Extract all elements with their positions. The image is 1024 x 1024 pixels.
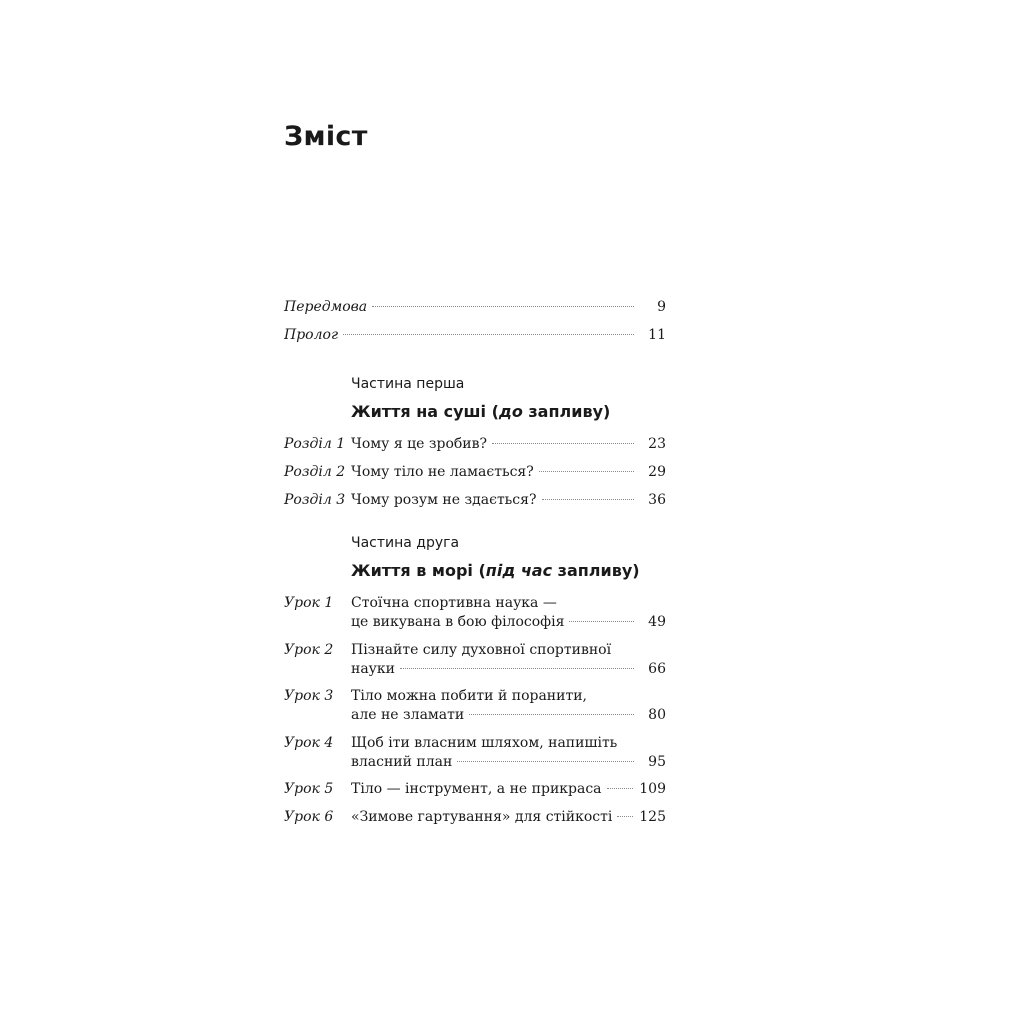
page-number: 29 bbox=[648, 464, 666, 480]
table-of-contents bbox=[284, 298, 666, 836]
entry-title: «Зимове гартування» для стійкості bbox=[351, 809, 613, 825]
entry-title-line: це викувана в бою філософія bbox=[351, 614, 565, 630]
entry-title: Чому я це зробив? bbox=[351, 436, 488, 452]
part-title: Життя на суші (до запливу) bbox=[351, 402, 611, 421]
toc-entry-chapter-3[interactable] bbox=[284, 491, 666, 519]
entry-label: Урок 3 bbox=[284, 688, 334, 704]
dot-leader bbox=[469, 714, 634, 715]
entry-label: Урок 5 bbox=[284, 781, 334, 797]
page-number: 11 bbox=[648, 327, 666, 343]
page-number: 23 bbox=[648, 436, 666, 452]
toc-entry-foreword[interactable] bbox=[284, 298, 666, 326]
entry-label: Урок 4 bbox=[284, 734, 334, 751]
dot-leader bbox=[617, 816, 633, 817]
toc-entry-lesson-1[interactable] bbox=[284, 594, 666, 641]
part-title: Життя в морі (під час запливу) bbox=[351, 561, 640, 580]
page-number: 66 bbox=[648, 660, 666, 677]
page-number: 36 bbox=[648, 492, 666, 508]
toc-entry-chapter-2[interactable] bbox=[284, 463, 666, 491]
page-number: 80 bbox=[648, 707, 666, 723]
toc-entry-prologue[interactable] bbox=[284, 326, 666, 354]
dot-leader bbox=[457, 761, 634, 762]
entry-title-line: Пізнайте силу духовної спортивної bbox=[351, 641, 612, 658]
entry-label: Урок 6 bbox=[284, 809, 334, 825]
toc-entry-chapter-1[interactable] bbox=[284, 435, 666, 463]
dot-leader bbox=[542, 499, 635, 500]
page-number: 49 bbox=[648, 614, 666, 630]
page-number: 95 bbox=[648, 753, 666, 770]
entry-title-line: але не зламати bbox=[351, 707, 465, 723]
entry-title-line: Тіло можна побити й поранити, bbox=[351, 688, 587, 704]
dot-leader bbox=[372, 306, 634, 307]
toc-entry-lesson-6[interactable] bbox=[284, 808, 666, 836]
entry-title: Пролог bbox=[284, 327, 339, 343]
entry-title-line: науки bbox=[351, 660, 395, 677]
dot-leader bbox=[400, 668, 634, 669]
dot-leader bbox=[492, 443, 634, 444]
entry-title: Передмова bbox=[284, 299, 368, 315]
entry-title: Тіло — інструмент, а не прикраса bbox=[351, 781, 602, 797]
dot-leader bbox=[569, 621, 634, 622]
part-one-heading bbox=[284, 374, 666, 423]
entry-label: Розділ 1 bbox=[284, 436, 346, 452]
toc-entry-lesson-3[interactable] bbox=[284, 687, 666, 734]
dot-leader bbox=[607, 788, 634, 789]
entry-label: Розділ 2 bbox=[284, 464, 346, 480]
entry-label: Урок 2 bbox=[284, 641, 334, 658]
entry-title-line: Щоб іти власним шляхом, напишіть bbox=[351, 734, 618, 751]
part-label: Частина перша bbox=[351, 376, 465, 392]
toc-entry-lesson-4[interactable] bbox=[284, 734, 666, 781]
entry-label: Розділ 3 bbox=[284, 492, 346, 508]
entry-title: Чому розум не здається? bbox=[351, 492, 537, 508]
dot-leader bbox=[343, 334, 634, 335]
entry-label: Урок 1 bbox=[284, 595, 334, 611]
toc-entry-lesson-2[interactable] bbox=[284, 641, 666, 688]
entry-title-line: Стоїчна спортивна наука — bbox=[351, 595, 557, 611]
page-number: 109 bbox=[639, 781, 666, 797]
part-label: Частина друга bbox=[351, 535, 460, 551]
entry-title: Чому тіло не ламається? bbox=[351, 464, 534, 480]
page-number: 9 bbox=[657, 299, 666, 315]
toc-entry-lesson-5[interactable] bbox=[284, 780, 666, 808]
page-number: 125 bbox=[639, 809, 666, 825]
dot-leader bbox=[539, 471, 634, 472]
part-two-heading bbox=[284, 533, 666, 582]
page-title: Зміст bbox=[284, 121, 368, 152]
entry-title-line: власний план bbox=[351, 753, 453, 770]
